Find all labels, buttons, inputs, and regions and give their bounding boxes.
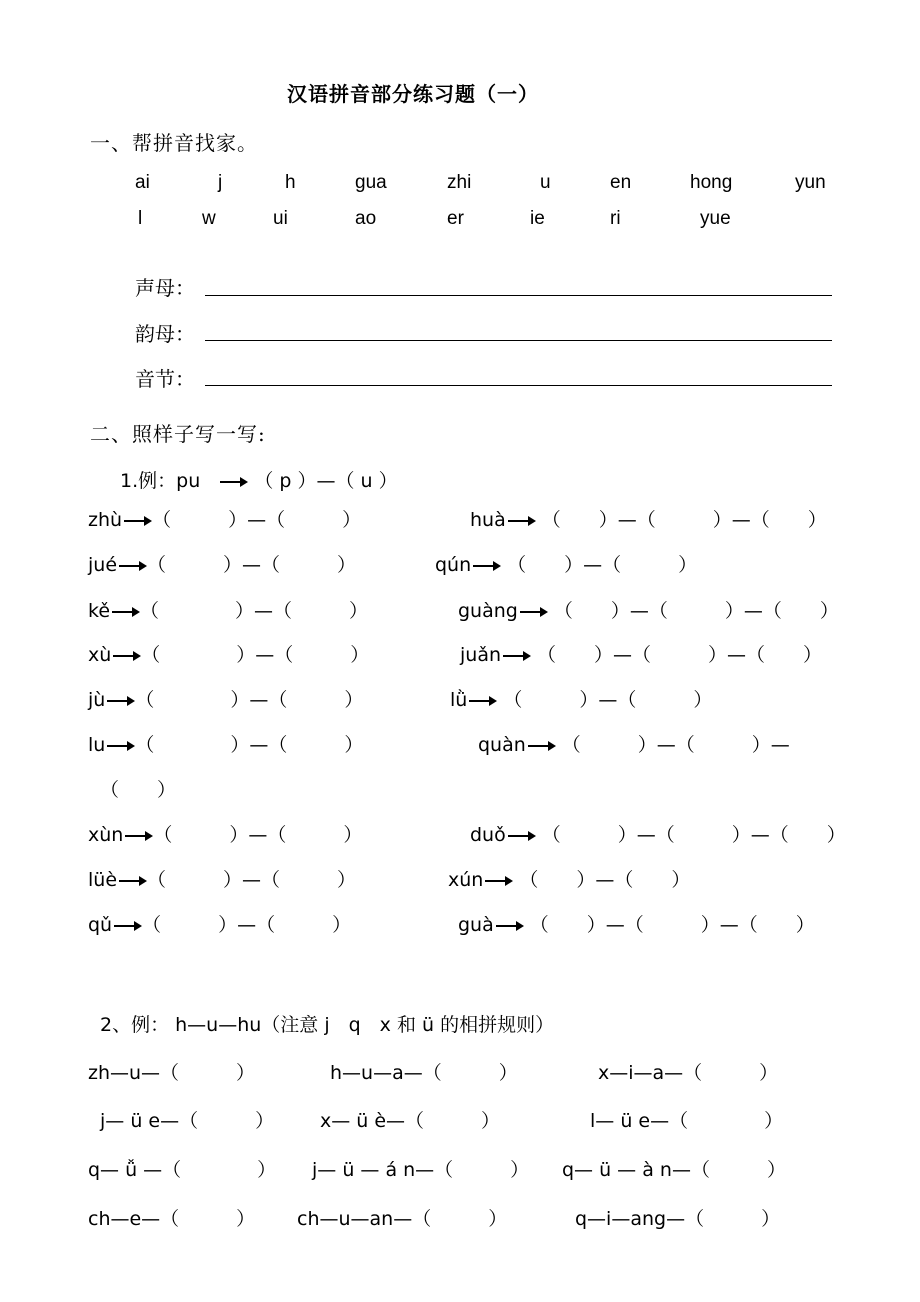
pinyin-item: ui [273,208,288,229]
pinyin-syllable: lüè [88,869,118,891]
arrow-icon [528,745,554,747]
answer-blanks[interactable]: （ ）—（ ）—（ ） [537,644,823,666]
spelling-item[interactable]: l— ü e—（ ） [590,1110,784,1132]
spelling-item[interactable]: x—i—a—（ ） [598,1062,779,1084]
pinyin-syllable: duǒ [470,824,506,846]
answer-blanks[interactable]: （ ）—（ ） [141,644,370,666]
pinyin-item: j [218,172,223,193]
exercise-right [448,865,690,892]
pinyin-item: gua [355,172,387,193]
answer-blanks[interactable]: （ ）—（ ） [135,689,364,711]
arrow-icon [113,655,139,657]
example-row [120,466,398,493]
section3-heading: 2、例： h—u—hu（注意 j q x 和 ü 的相拼规则） [100,1014,555,1036]
answer-blanks[interactable]: （ ）—（ ） [153,824,363,846]
answer-blanks[interactable]: （ ）—（ ） [140,600,369,622]
pinyin-syllable: xùn [88,824,124,846]
syllables-label: 音节： [135,367,195,391]
exercise-right [435,550,697,577]
exercise-left [88,550,356,577]
answer-blanks[interactable]: （ ）—（ ）—（ ） [529,914,815,936]
arrow-icon [124,520,150,522]
pinyin-syllable: lu [88,734,106,756]
answer-blanks[interactable]: （ ）—（ ） [142,914,352,936]
pinyin-item: l [138,208,143,229]
exercise-left [88,685,363,712]
answer-blanks[interactable]: （ ）—（ ）—（ ） [541,824,846,846]
arrow-icon [469,700,495,702]
arrow-icon [114,925,140,927]
arrow-icon [112,611,138,613]
pinyin-item: ao [355,208,377,229]
answer-blanks[interactable]: （ ）—（ ） [507,554,698,576]
exercise-right [470,505,827,532]
spelling-item[interactable]: j— ü e—（ ） [100,1110,275,1132]
arrow-icon [496,925,522,927]
pinyin-item: er [447,208,464,229]
pinyin-syllable: zhù [88,509,123,531]
pinyin-item: ai [135,172,150,193]
initials-answer-line[interactable] [205,295,832,296]
pinyin-item: yue [700,208,731,229]
arrow-icon [520,611,546,613]
pinyin-item: yun [795,172,826,193]
arrow-icon [107,745,133,747]
pinyin-item: en [610,172,632,193]
exercise-right [458,910,815,937]
exercise-left [88,640,369,667]
arrow-icon [485,880,511,882]
finals-label: 韵母： [135,322,195,346]
arrow-icon [508,835,534,837]
arrow-icon [473,565,499,567]
wrap-blank[interactable]: （ ） [100,779,177,801]
pinyin-item: hong [690,172,733,193]
exercise-right [458,596,839,623]
answer-blanks[interactable]: （ ）—（ ）—（ ） [541,509,827,531]
pinyin-syllable: qún [435,554,472,576]
section2-heading: 二、照样子写一写: [90,422,266,446]
answer-blanks[interactable]: （ ）—（ ） [135,734,364,756]
spelling-item[interactable]: q— ǚ —（ ） [88,1159,277,1181]
spelling-item[interactable]: ch—e—（ ） [88,1208,256,1230]
exercise-right [478,730,790,757]
syllables-answer-line[interactable] [205,385,832,386]
pinyin-syllable: qǔ [88,914,113,936]
pinyin-syllable: guàng [458,600,518,622]
answer-blanks[interactable]: （ ）—（ ）— [561,734,790,756]
pinyin-syllable: lǜ [450,689,468,711]
finals-answer-line[interactable] [205,340,832,341]
arrow-icon [125,835,151,837]
exercise-left [88,730,363,757]
pinyin-syllable: xún [448,869,484,891]
arrow-icon [119,880,145,882]
exercise-left [88,820,362,847]
pinyin-syllable: quàn [478,734,526,756]
answer-blanks[interactable]: （ ）—（ ） [519,869,691,891]
pinyin-syllable: xù [88,644,112,666]
pinyin-syllable: jù [88,689,106,711]
exercise-right [460,640,822,667]
section1-heading: 一、帮拼音找家。 [90,131,258,155]
pinyin-item: h [285,172,296,193]
arrow-icon [107,700,133,702]
pinyin-syllable: juǎn [460,644,502,666]
spelling-item[interactable]: zh—u—（ ） [88,1062,256,1084]
pinyin-item: w [202,208,216,229]
pinyin-syllable: kě [88,600,111,622]
pinyin-item: u [540,172,551,193]
spelling-item[interactable]: j— ü — á n—（ ） [312,1159,530,1181]
exercise-left [88,505,361,532]
answer-blanks[interactable]: （ ）—（ ）—（ ） [553,600,839,622]
answer-blanks[interactable]: （ ）—（ ） [503,689,713,711]
pinyin-syllable: huà [470,509,506,531]
pinyin-item: ri [610,208,621,229]
spelling-item[interactable]: ch—u—an—（ ） [297,1208,508,1230]
exercise-left [88,596,368,623]
spelling-item[interactable]: x— ü è—（ ） [320,1110,501,1132]
arrow-icon [508,520,534,522]
page-title: 汉语拼音部分练习题（一） [287,82,539,106]
answer-blanks[interactable]: （ ）—（ ） [147,554,357,576]
initials-label: 声母： [135,276,195,300]
spelling-item[interactable]: h—u—a—（ ） [330,1062,518,1084]
pinyin-syllable: jué [88,554,118,576]
pinyin-item: zhi [447,172,472,193]
arrow-icon [503,655,529,657]
spelling-item[interactable]: q—i—ang—（ ） [575,1208,781,1230]
arrow-icon [119,565,145,567]
pinyin-item: ie [530,208,545,229]
exercise-right [450,685,712,712]
answer-blanks[interactable]: （ ）—（ ） [147,869,357,891]
arrow-icon [220,481,246,483]
exercise-left [88,865,356,892]
answer-blanks[interactable]: （ ）—（ ） [152,509,362,531]
spelling-item[interactable]: q— ü — à n—（ ） [562,1159,786,1181]
example-result: （ p ）—（ u ） [254,470,398,492]
example-prefix: 1.例：pu [120,470,201,492]
exercise-right [470,820,846,847]
pinyin-syllable: guà [458,914,494,936]
exercise-left [88,910,351,937]
